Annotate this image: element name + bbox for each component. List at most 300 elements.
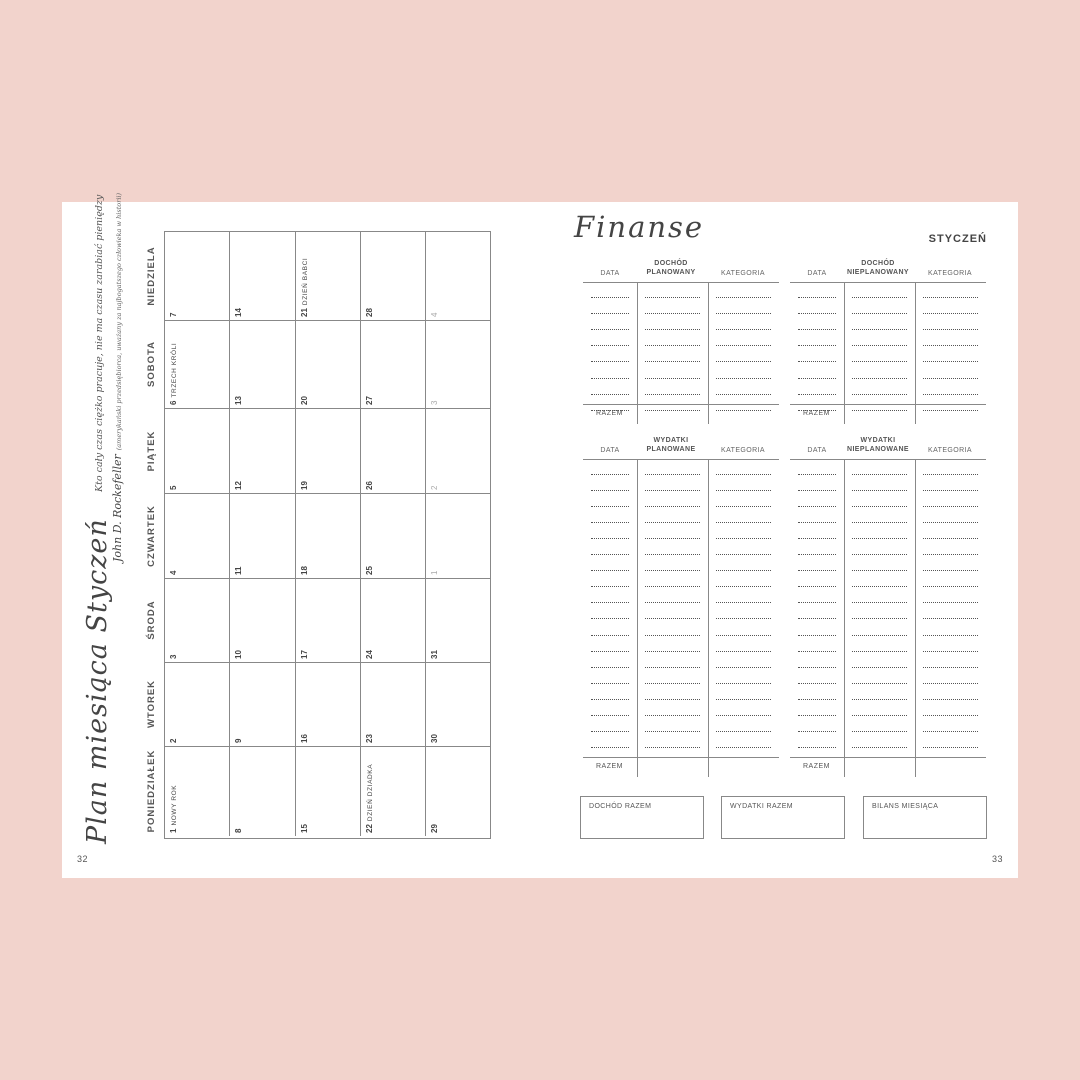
entry-line[interactable] [852,345,907,346]
calendar-day-cell[interactable] [296,321,361,409]
entry-line[interactable] [716,618,771,619]
entry-line[interactable] [716,378,771,379]
entry-line[interactable] [716,522,771,523]
entry-line[interactable] [798,522,836,523]
column-header: DOCHÓD NIEPLANOWANY [847,260,909,276]
entry-line[interactable] [852,602,907,603]
entry-line[interactable] [923,506,978,507]
weekday-label: WTOREK [146,679,157,729]
entry-line[interactable] [923,651,978,652]
day-number [234,650,243,659]
entry-line[interactable] [923,618,978,619]
entry-line[interactable] [798,651,836,652]
day-number [300,481,309,490]
column-header: DATA [807,270,827,277]
entry-line[interactable] [716,570,771,571]
entry-line[interactable] [798,715,836,716]
entry-line[interactable] [591,683,629,684]
calendar-day-cell[interactable] [230,663,296,747]
entry-line[interactable] [591,394,629,395]
day-number-text: 6 [169,400,178,405]
day-number-text: 3 [169,654,178,659]
entry-line[interactable] [716,715,771,716]
entry-line[interactable] [591,570,629,571]
table-header [790,437,986,459]
day-number [300,734,309,743]
entry-line[interactable] [852,490,907,491]
entry-line[interactable] [923,378,978,379]
holiday-note: DZIEŃ DZIADKA [367,763,374,822]
entry-line[interactable] [798,602,836,603]
day-number-text: 1 [169,828,178,833]
entry-line[interactable] [798,313,836,314]
quote-text: Kto cały czas ciężko pracuje, nie ma czasu zarabiać pieniędzy [94,194,105,492]
day-number-text: 4 [430,312,439,317]
day-number-text: 15 [300,824,309,833]
finance-table [790,260,986,424]
entry-line[interactable] [852,715,907,716]
planner-spread [62,192,1018,878]
day-number-text: 28 [365,308,374,317]
day-number-text: 25 [365,566,374,575]
entry-line[interactable] [716,410,771,411]
entry-line[interactable] [852,361,907,362]
day-number [365,396,374,405]
table-header [790,260,986,282]
entry-line[interactable] [923,667,978,668]
day-number [234,829,243,833]
entry-line[interactable] [716,474,771,475]
entry-line[interactable] [591,329,629,330]
entry-line[interactable] [852,651,907,652]
calendar-day-cell[interactable] [361,663,426,747]
table-total-label: RAZEM [596,410,623,417]
day-number-text: 9 [234,738,243,743]
entry-line[interactable] [716,667,771,668]
day-number [300,396,309,405]
calendar-day-cell[interactable] [296,663,361,747]
entry-line[interactable] [923,699,978,700]
finance-table [790,437,986,777]
day-number [430,486,439,490]
entry-line[interactable] [591,361,629,362]
entry-line[interactable] [798,506,836,507]
column-divider [637,282,638,424]
entry-line[interactable] [591,731,629,732]
finance-table [583,260,779,424]
column-header: DATA [600,447,620,454]
entry-line[interactable] [716,554,771,555]
calendar-day-cell[interactable] [426,321,490,409]
month-label: STYCZEŃ [928,233,987,245]
entry-line[interactable] [923,394,978,395]
entry-line[interactable] [645,313,700,314]
entry-line[interactable] [591,538,629,539]
calendar-day-cell[interactable] [361,409,426,494]
entry-line[interactable] [645,747,700,748]
entry-line[interactable] [798,329,836,330]
entry-line[interactable] [591,635,629,636]
day-number [365,764,374,833]
entry-line[interactable] [798,699,836,700]
day-number [300,650,309,659]
entry-line[interactable] [716,361,771,362]
weekday-label: PIĄTEK [146,430,157,471]
entry-line[interactable] [852,667,907,668]
entry-line[interactable] [645,345,700,346]
day-number [300,824,309,833]
entry-line[interactable] [645,506,700,507]
entry-line[interactable] [852,635,907,636]
table-top-rule [790,282,986,283]
entry-line[interactable] [645,522,700,523]
column-divider [637,459,638,777]
day-number [169,343,178,405]
calendar-day-cell[interactable] [230,321,296,409]
entry-line[interactable] [923,635,978,636]
entry-line[interactable] [645,635,700,636]
day-number-text: 31 [430,650,439,659]
entry-line[interactable] [852,618,907,619]
entry-line[interactable] [798,635,836,636]
day-number-text: 27 [365,396,374,405]
entry-line[interactable] [716,747,771,748]
entry-line[interactable] [852,586,907,587]
entry-line[interactable] [852,554,907,555]
day-number-text: 5 [169,485,178,490]
calendar-day-cell[interactable] [230,494,296,579]
entry-line[interactable] [716,586,771,587]
entry-line[interactable] [716,699,771,700]
day-number-text: 4 [169,570,178,575]
entry-line[interactable] [798,378,836,379]
calendar-day-cell[interactable] [426,747,490,836]
calendar-day-cell[interactable] [361,579,426,663]
entry-line[interactable] [645,715,700,716]
entry-line[interactable] [798,618,836,619]
calendar-day-cell[interactable] [296,494,361,579]
day-number-text: 29 [430,824,439,833]
day-number-text: 8 [234,828,243,833]
day-number [300,566,309,575]
entry-line[interactable] [716,329,771,330]
column-header: KATEGORIA [721,270,765,277]
entry-line[interactable] [852,699,907,700]
entry-line[interactable] [716,635,771,636]
column-header: KATEGORIA [721,447,765,454]
entry-line[interactable] [591,747,629,748]
entry-line[interactable] [923,474,978,475]
entry-line[interactable] [716,651,771,652]
entry-line[interactable] [591,297,629,298]
entry-line[interactable] [645,361,700,362]
entry-line[interactable] [923,522,978,523]
entry-line[interactable] [645,554,700,555]
calendar-day-cell[interactable] [165,321,230,409]
day-number-text: 30 [430,734,439,743]
table-header [583,260,779,282]
entry-line[interactable] [716,602,771,603]
entry-line[interactable] [645,602,700,603]
entry-line[interactable] [923,602,978,603]
entry-line[interactable] [716,394,771,395]
day-number-text: 1 [430,570,439,575]
entry-line[interactable] [798,554,836,555]
day-number-text: 26 [365,481,374,490]
entry-line[interactable] [798,586,836,587]
entry-line[interactable] [591,345,629,346]
entry-line[interactable] [852,683,907,684]
month-balance-box[interactable] [863,796,987,839]
entry-line[interactable] [645,731,700,732]
day-number-text: 20 [300,396,309,405]
entry-line[interactable] [716,490,771,491]
entry-line[interactable] [591,651,629,652]
day-number [169,486,178,490]
calendar-day-cell[interactable] [361,747,426,836]
entry-line[interactable] [591,522,629,523]
entry-line[interactable] [645,683,700,684]
day-number [430,401,439,405]
column-divider [915,459,916,777]
day-number [365,481,374,490]
entry-line[interactable] [591,490,629,491]
column-divider [708,282,709,424]
day-number [169,313,178,317]
entry-line[interactable] [798,538,836,539]
column-divider [915,282,916,424]
income-total-box[interactable] [580,796,704,839]
calendar-day-cell[interactable] [230,747,296,836]
calendar-day-cell[interactable] [230,232,296,321]
entry-line[interactable] [798,731,836,732]
entry-line[interactable] [716,345,771,346]
entry-line[interactable] [591,554,629,555]
table-header [583,437,779,459]
day-number-text: 10 [234,650,243,659]
quote-author [111,193,124,562]
entry-line[interactable] [798,747,836,748]
entry-line[interactable] [645,394,700,395]
entry-line[interactable] [923,586,978,587]
table-top-rule [583,459,779,460]
entry-line[interactable] [716,313,771,314]
entry-line[interactable] [591,715,629,716]
entry-line[interactable] [923,538,978,539]
entry-line[interactable] [923,715,978,716]
table-top-rule [790,459,986,460]
entry-line[interactable] [716,538,771,539]
entry-line[interactable] [645,329,700,330]
calendar-day-cell[interactable] [230,409,296,494]
day-number-text: 3 [430,400,439,405]
calendar-day-cell[interactable] [296,579,361,663]
entry-line[interactable] [923,570,978,571]
entry-line[interactable] [798,394,836,395]
calendar-day-cell[interactable] [296,232,361,321]
entry-line[interactable] [645,667,700,668]
entry-line[interactable] [591,699,629,700]
table-total-label: RAZEM [803,410,830,417]
table-bottom-rule [583,757,779,758]
entry-line[interactable] [591,586,629,587]
entry-line[interactable] [645,410,700,411]
day-number-text: 11 [234,566,243,575]
entry-line[interactable] [798,345,836,346]
weekday-label: CZWARTEK [146,504,157,567]
calendar-day-cell[interactable] [361,232,426,321]
calendar-day-cell[interactable] [426,232,490,321]
column-header: DATA [600,270,620,277]
calendar-day-cell[interactable] [165,747,230,836]
entry-line[interactable] [923,683,978,684]
entry-line[interactable] [852,538,907,539]
entry-line[interactable] [716,297,771,298]
entry-line[interactable] [852,747,907,748]
entry-line[interactable] [852,329,907,330]
column-header: WYDATKI NIEPLANOWANE [847,437,909,453]
column-divider [844,282,845,424]
table-bottom-rule [790,757,986,758]
day-number [430,571,439,575]
day-number-text: 14 [234,308,243,317]
calendar-day-cell[interactable] [361,494,426,579]
day-number-text: 7 [169,312,178,317]
day-number [430,824,439,833]
quote-author-note: (amerykański przedsiębiorca, uważany za najbogatszego człowieka w historii) [115,192,123,451]
day-number [169,785,178,833]
calendar-day-cell[interactable] [361,321,426,409]
entry-line[interactable] [798,490,836,491]
entry-line[interactable] [923,410,978,411]
calendar-day-cell[interactable] [165,663,230,747]
entry-line[interactable] [591,667,629,668]
weekday-label: PONIEDZIAŁEK [146,749,157,832]
entry-line[interactable] [716,506,771,507]
entry-line[interactable] [852,394,907,395]
day-number [430,313,439,317]
finance-title: Finanse [574,210,705,244]
column-divider [708,459,709,777]
entry-line[interactable] [645,378,700,379]
month-balance-label: BILANS MIESIĄCA [872,803,939,810]
month-plan-title: Plan miesiąca Styczeń [82,518,113,844]
day-number-text: 12 [234,481,243,490]
entry-line[interactable] [798,361,836,362]
calendar-day-cell[interactable] [165,494,230,579]
calendar-day-cell[interactable] [296,747,361,836]
column-divider [844,459,845,777]
entry-line[interactable] [798,570,836,571]
entry-line[interactable] [923,490,978,491]
calendar-day-cell[interactable] [426,579,490,663]
entry-line[interactable] [591,313,629,314]
entry-line[interactable] [852,313,907,314]
calendar-day-cell[interactable] [165,409,230,494]
entry-line[interactable] [645,651,700,652]
entry-line[interactable] [591,618,629,619]
entry-line[interactable] [716,731,771,732]
entry-line[interactable] [591,378,629,379]
entry-line[interactable] [645,297,700,298]
weekday-label: ŚRODA [146,600,157,640]
table-bottom-rule [790,404,986,405]
entry-line[interactable] [923,345,978,346]
entry-line[interactable] [923,554,978,555]
calendar-day-cell[interactable] [426,663,490,747]
entry-line[interactable] [591,506,629,507]
entry-line[interactable] [923,329,978,330]
entry-line[interactable] [591,474,629,475]
entry-line[interactable] [852,570,907,571]
entry-line[interactable] [645,699,700,700]
day-number [365,566,374,575]
entry-line[interactable] [923,313,978,314]
table-total-label: RAZEM [803,763,830,770]
entry-line[interactable] [852,522,907,523]
calendar-day-cell[interactable] [165,579,230,663]
calendar-day-cell[interactable] [426,409,490,494]
entry-line[interactable] [645,586,700,587]
entry-line[interactable] [645,490,700,491]
weekday-label: NIEDZIELA [146,245,157,306]
page-number-left: 32 [77,854,89,864]
entry-line[interactable] [852,297,907,298]
income-total-label: DOCHÓD RAZEM [589,803,652,810]
entry-line[interactable] [852,410,907,411]
entry-line[interactable] [798,297,836,298]
day-number-text: 18 [300,566,309,575]
entry-line[interactable] [852,378,907,379]
entry-line[interactable] [852,474,907,475]
entry-line[interactable] [798,683,836,684]
column-header: KATEGORIA [928,270,972,277]
entry-line[interactable] [923,747,978,748]
entry-line[interactable] [798,474,836,475]
entry-line[interactable] [923,361,978,362]
calendar-day-cell[interactable] [230,579,296,663]
entry-line[interactable] [645,474,700,475]
page-number-right: 33 [992,854,1004,864]
column-header: KATEGORIA [928,447,972,454]
day-number [234,567,243,575]
calendar-day-cell[interactable] [165,232,230,321]
day-number-text: 13 [234,396,243,405]
day-number [234,396,243,405]
entry-line[interactable] [798,667,836,668]
entry-line[interactable] [645,538,700,539]
day-number [365,308,374,317]
entry-line[interactable] [591,602,629,603]
entry-line[interactable] [923,731,978,732]
expenses-total-box[interactable] [721,796,845,839]
calendar-day-cell[interactable] [426,494,490,579]
entry-line[interactable] [852,506,907,507]
holiday-note: NOWY ROK [171,784,178,826]
calendar-day-cell[interactable] [296,409,361,494]
entry-line[interactable] [716,683,771,684]
day-number [365,734,374,743]
finance-table [583,437,779,777]
entry-line[interactable] [852,731,907,732]
entry-line[interactable] [645,618,700,619]
entry-line[interactable] [923,297,978,298]
entry-line[interactable] [645,570,700,571]
holiday-note: DZIEŃ BABCI [302,257,309,306]
day-number-text: 17 [300,650,309,659]
weekday-label: SOBOTA [146,341,157,387]
day-number-text: 23 [365,734,374,743]
